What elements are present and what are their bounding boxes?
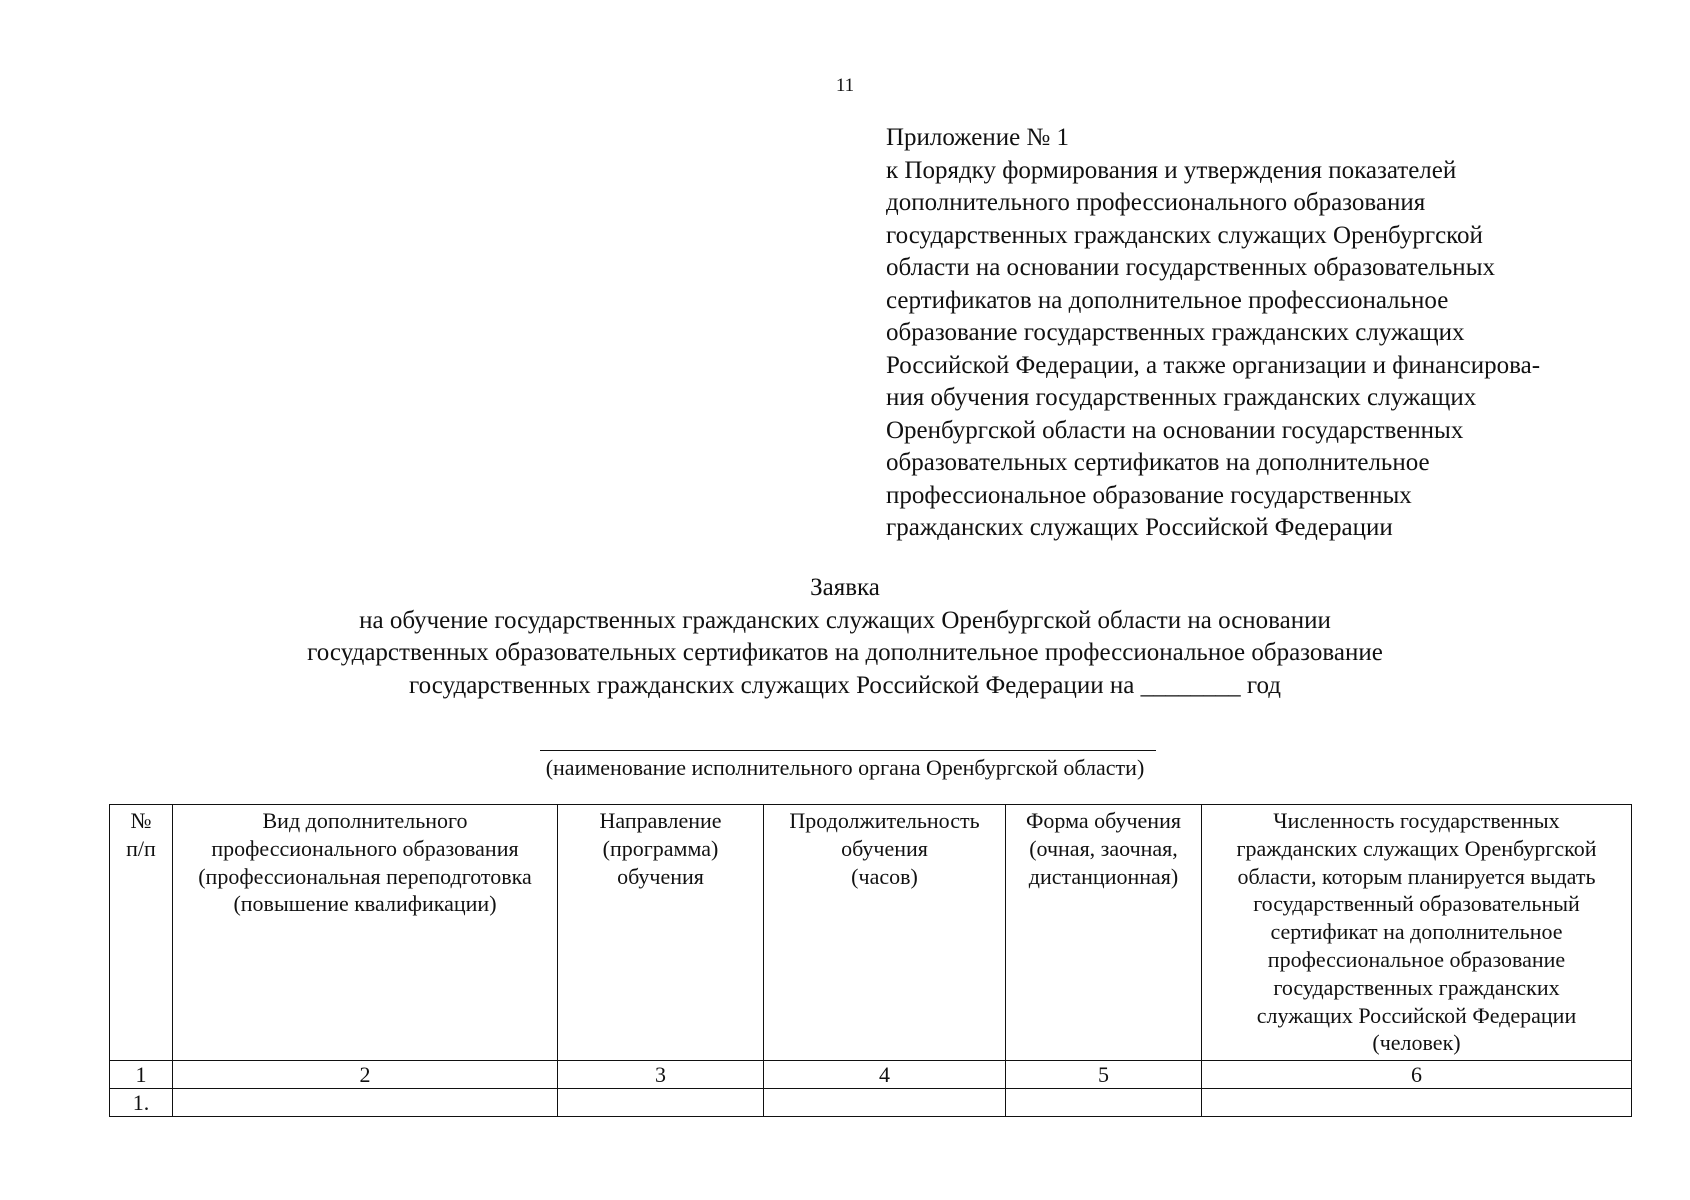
appendix-line: Российской Федерации, а также организации и финансирова- (886, 351, 1541, 379)
header-cell-direction (558, 805, 764, 1061)
appendix-line: Оренбургской области на основании государственных (886, 416, 1464, 444)
title-line: государственных гражданских служащих Российской Федерации на ________ год (409, 671, 1281, 699)
appendix-reference (886, 122, 1676, 545)
header-text: п/п (126, 835, 156, 861)
header-text: (профессиональная переподготовка (198, 863, 532, 889)
table-cell (1202, 1089, 1632, 1117)
appendix-line: области на основании государственных образовательных (886, 254, 1495, 281)
header-cell-number (110, 805, 173, 1061)
row-number-cell: 1. (110, 1089, 173, 1117)
column-number-cell: 1 (110, 1061, 173, 1089)
appendix-line: образование государственных гражданских служащих (886, 319, 1465, 346)
header-text: области, которым планируется выдать (1237, 863, 1596, 889)
header-cell-form (1006, 805, 1202, 1061)
header-text: государственный образовательный (1253, 891, 1580, 917)
appendix-line: образовательных сертификатов на дополнительное (886, 449, 1430, 476)
header-text: (человек) (1372, 1030, 1461, 1056)
header-cell-education-type (173, 805, 558, 1061)
header-text: сертификат на дополнительное (1270, 919, 1563, 945)
table-cell (173, 1089, 558, 1117)
appendix-line: Приложение № 1 (886, 124, 1070, 151)
header-text: обучения (617, 863, 704, 889)
header-cell-duration (764, 805, 1006, 1061)
header-text: Форма обучения (1026, 808, 1181, 833)
header-text: обучения (841, 835, 928, 861)
column-number-cell: 3 (558, 1061, 764, 1089)
title-line: государственных образовательных сертификатов на дополнительное профессиональное образование (307, 639, 1383, 666)
column-number-cell: 2 (173, 1061, 558, 1089)
column-number-cell: 4 (764, 1061, 1006, 1089)
table-cell (1006, 1089, 1202, 1117)
column-number-cell: 6 (1202, 1061, 1632, 1089)
appendix-line: ния обучения государственных гражданских служащих (886, 384, 1477, 411)
title-heading: Заявка (810, 574, 880, 601)
header-text: Направление (599, 808, 722, 833)
column-number-row (110, 1061, 1632, 1089)
table-cell (764, 1089, 1006, 1117)
table-header-row (110, 805, 1632, 1061)
appendix-line: к Порядку формирования и утверждения показателей (886, 156, 1457, 184)
header-text: Вид дополнительного (262, 808, 468, 833)
request-table (109, 804, 1632, 1117)
header-text: № (130, 808, 152, 833)
header-text: гражданских служащих Оренбургской (1236, 835, 1597, 861)
appendix-line: сертификатов на дополнительное профессиональное (886, 286, 1449, 314)
appendix-line: государственных гражданских служащих Оренбургской (886, 221, 1483, 249)
org-name-blank-line (540, 750, 1156, 751)
appendix-line: профессиональное образование государственных (886, 481, 1412, 509)
page-number: 11 (835, 75, 855, 96)
appendix-line: гражданских служащих Российской Федерации (886, 514, 1393, 541)
table-row (110, 1089, 1632, 1117)
header-text: Продолжительность (789, 808, 980, 833)
org-name-caption: (наименование исполнительного органа Оренбургской области) (545, 755, 1145, 780)
document-title (0, 572, 1690, 702)
appendix-line: дополнительного профессионального образования (886, 189, 1426, 216)
header-text: профессиональное образование (1267, 946, 1566, 972)
header-text: государственных гражданских (1273, 974, 1560, 1000)
header-text: (часов) (851, 863, 918, 889)
header-text: (очная, заочная, (1029, 835, 1178, 861)
column-number-cell: 5 (1006, 1061, 1202, 1089)
header-text: Численность государственных (1273, 808, 1560, 833)
header-text: профессионального образования (211, 835, 519, 861)
header-cell-headcount (1202, 805, 1632, 1061)
title-line: на обучение государственных гражданских служащих Оренбургской области на основании (359, 606, 1331, 634)
header-text: дистанционная) (1028, 863, 1179, 889)
table-cell (558, 1089, 764, 1117)
header-text: служащих Российской Федерации (1256, 1002, 1577, 1028)
header-text: (программа) (602, 835, 719, 861)
header-text: (повышение квалификации) (233, 891, 497, 917)
